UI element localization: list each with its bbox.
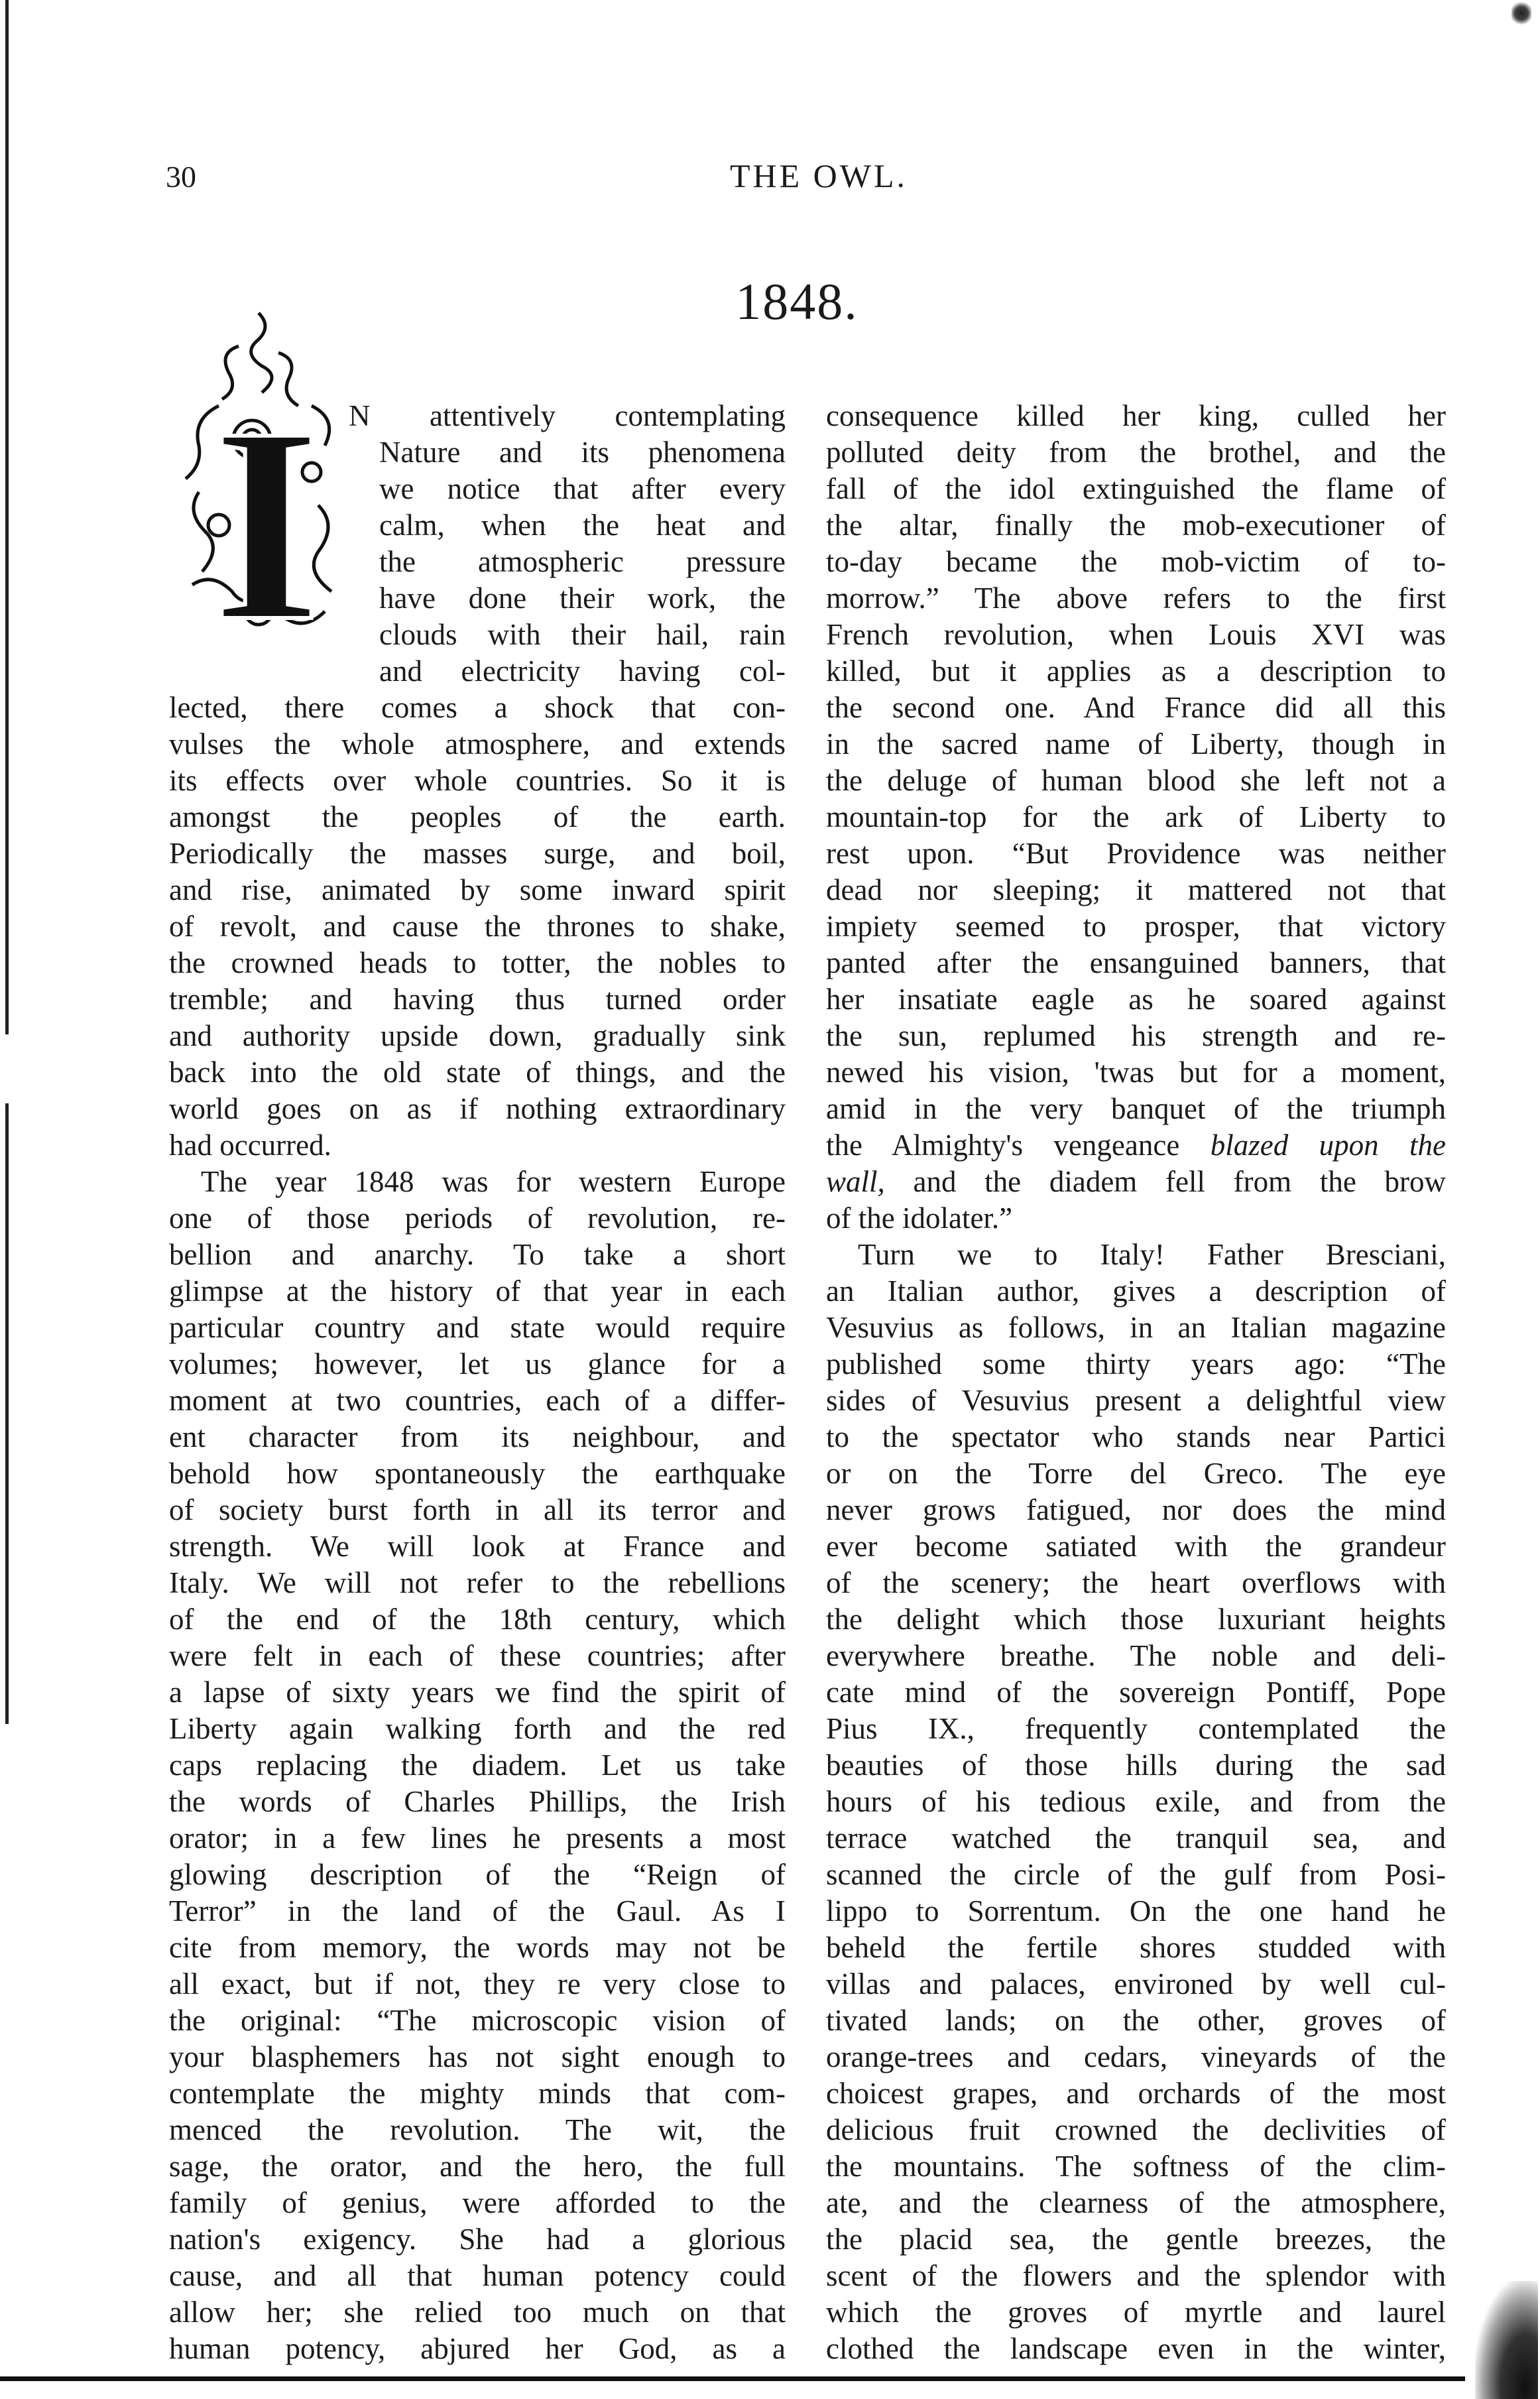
text-line: never grows fatigued, nor does the mind [826,1493,1446,1526]
text-line: delicious fruit crowned the declivities of [826,2113,1446,2146]
text-line: vulses the whole atmosphere, and extends [169,727,786,761]
text-line: cause, and all that human potency could [169,2259,786,2292]
text-line: of the scenery; the heart overflows with [826,1566,1446,1599]
text-line: Periodically the masses surge, and boil, [169,837,786,870]
text-segment: and the diadem fell from the brow [884,1165,1446,1198]
text-line: allow her; she relied too much on that [169,2296,786,2329]
text-line: the second one. And France did all this [826,691,1446,724]
italic-text: wall, [826,1165,885,1198]
text-line: a lapse of sixty years we find the spirit of [169,1676,786,1709]
text-line: sage, the orator, and the hero, the full [169,2150,786,2183]
text-line: have done their work, the [379,582,786,615]
text-line: caps replacing the diadem. Let us take [169,1749,786,1782]
text-line: the crowned heads to totter, the nobles to [169,946,786,979]
text-line: or on the Torre del Greco. The eye [826,1457,1446,1490]
text-line: Terror” in the land of the Gaul. As I [169,1894,786,1928]
text-line: of revolt, and cause the thrones to shake, [169,910,786,943]
running-head: THE OWL. [729,157,908,194]
text-line: orator; in a few lines he presents a most [169,1821,786,1855]
text-line: the atmospheric pressure [379,545,786,578]
text-line: clouds with their hail, rain [379,618,786,651]
text-line: particular country and state would require [169,1311,786,1344]
text-line: tivated lands; on the other, groves of [826,2004,1446,2037]
text-line: of the idolater.” [826,1201,1013,1235]
text-line: the words of Charles Phillips, the Irish [169,1785,786,1818]
text-line: of society burst forth in all its terror and [169,1493,786,1526]
text-line: beauties of those hills during the sad [826,1749,1446,1782]
text-line: your blasphemers has not sight enough to [169,2040,786,2073]
text-line: polluted deity from the brothel, and the [826,436,1446,469]
text-line: had occurred. [169,1129,331,1162]
text-line: lippo to Sorrentum. On the one hand he [826,1894,1446,1928]
text-line: calm, when the heat and [379,509,786,542]
text-line: amongst the peoples of the earth. [169,800,786,833]
text-line: glimpse at the history of that year in each [169,1274,786,1308]
text-line: scanned the circle of the gulf from Posi- [826,1858,1446,1891]
text-line: N attentively contemplating [349,399,786,432]
text-line: choicest grapes, and orchards of the most [826,2077,1446,2110]
text-line: all exact, but if not, they re very close to [169,1967,786,2000]
text-line: dead nor sleeping; it mattered not that [826,873,1446,906]
text-line: which the groves of myrtle and laurel [826,2296,1446,2329]
scan-edge-shadow [5,0,9,1724]
text-line: consequence killed her king, culled her [826,399,1446,432]
text-line: and electricity having col- [379,654,786,688]
text-line: ate, and the clearness of the atmosphere, [826,2186,1446,2219]
paragraph [169,1164,786,2367]
text-line: the deluge of human blood she left not a [826,764,1446,797]
text-line: fall of the idol extinguished the flame of [826,472,1446,505]
text-line: hours of his tedious exile, and from the [826,1785,1446,1818]
text-line: to the spectator who stands near Partici [826,1420,1446,1453]
text-line: nation's exigency. She had a glorious [169,2223,786,2256]
text-line: the original: “The microscopic vision of [169,2004,786,2037]
text-line: everywhere breathe. The noble and deli- [826,1639,1446,1672]
text-line: one of those periods of revolution, re- [169,1201,786,1235]
text-line: family of genius, were afforded to the [169,2186,786,2219]
text-line: Pius IX., frequently contemplated the [826,1712,1446,1745]
page-number: 30 [166,160,196,194]
text-line: villas and palaces, environed by well cul- [826,1967,1446,2000]
text-line: ever become satiated with the grandeur [826,1530,1446,1563]
text-line: Nature and its phenomena [379,436,786,469]
text-line: its effects over whole countries. So it is [169,764,786,797]
text-line: the placid sea, the gentle breezes, the [826,2223,1446,2256]
text-line: newed his vision, 'twas but for a moment, [826,1056,1446,1089]
text-line: scent of the flowers and the splendor with [826,2259,1446,2292]
scan-binding-shadow [1475,2281,1538,2399]
text-line: glowing description of the “Reign of [169,1858,786,1891]
text-line: Liberty again walking forth and the red [169,1712,786,1745]
text-line: orange-trees and cedars, vineyards of the [826,2040,1446,2073]
text-line: the altar, finally the mob-executioner of [826,509,1446,542]
text-line: were felt in each of these countries; after [169,1639,786,1672]
dropcap-letter: I [212,370,321,664]
article-title: 1848. [735,273,859,330]
text-line: clothed the landscape even in the winter, [826,2332,1446,2365]
left-column [169,398,786,2367]
text-line: the sun, replumed his strength and re- [826,1019,1446,1052]
text-line [826,1127,1446,1164]
paragraph [826,398,1446,1237]
text-line: Italy. We will not refer to the rebellions [169,1566,786,1599]
text-line: menced the revolution. The wit, the [169,2113,786,2146]
italic-text: blazed upon the [1210,1129,1446,1162]
text-line: morrow.” The above refers to the first [826,582,1446,615]
text-line [826,1164,1446,1200]
text-segment: the Almighty's vengeance [826,1129,1211,1162]
text-line: we notice that after every [379,472,786,505]
text-line: cite from memory, the words may not be [169,1931,786,1964]
text-line: human potency, abjured her God, as a [169,2332,786,2365]
text-line: behold how spontaneously the earthquake [169,1457,786,1490]
text-line: rest upon. “But Providence was neither [826,837,1446,870]
text-line: The year 1848 was for western Europe [201,1165,786,1198]
text-line: the mountains. The softness of the clim- [826,2150,1446,2183]
text-line: back into the old state of things, and the [169,1056,786,1089]
text-line: cate mind of the sovereign Pontiff, Pope [826,1676,1446,1709]
text-line: an Italian author, gives a description of [826,1274,1446,1308]
text-line: the delight which those luxuriant heights [826,1603,1446,1636]
text-line: French revolution, when Louis XVI was [826,618,1446,651]
text-line: sides of Vesuvius present a delightful view [826,1384,1446,1417]
paragraph [826,1237,1446,2367]
text-line: volumes; however, let us glance for a [169,1347,786,1381]
text-line: beheld the fertile shores studded with [826,1931,1446,1964]
bottom-rule [0,2376,1465,2381]
text-line: and authority upside down, gradually sink [169,1019,786,1052]
text-line: impiety seemed to prosper, that victory [826,910,1446,943]
text-line: lected, there comes a shock that con- [169,691,786,724]
text-line: amid in the very banquet of the triumph [826,1092,1446,1125]
text-line: world goes on as if nothing extraordinary [169,1092,786,1125]
text-line: ent character from its neighbour, and [169,1420,786,1453]
text-line: of the end of the 18th century, which [169,1603,786,1636]
text-line: moment at two countries, each of a differ- [169,1384,786,1417]
text-line: contemplate the mighty minds that com- [169,2077,786,2110]
text-line: Vesuvius as follows, in an Italian magazine [826,1311,1446,1344]
text-line: panted after the ensanguined banners, that [826,946,1446,979]
text-line: Turn we to Italy! Father Bresciani, [858,1238,1446,1271]
text-line: mountain-top for the ark of Liberty to [826,800,1446,833]
scan-corner-mark [1511,0,1531,27]
text-line: in the sacred name of Liberty, though in [826,727,1446,761]
text-line: bellion and anarchy. To take a short [169,1238,786,1271]
right-column [826,398,1446,2367]
text-line: to-day became the mob-victim of to- [826,545,1446,578]
text-line: her insatiate eagle as he soared against [826,983,1446,1016]
text-line: tremble; and having thus turned order [169,983,786,1016]
text-line: and rise, animated by some inward spirit [169,873,786,906]
text-line: strength. We will look at France and [169,1530,786,1563]
paragraph [169,398,786,1164]
text-line: terrace watched the tranquil sea, and [826,1821,1446,1855]
text-line: published some thirty years ago: “The [826,1347,1446,1381]
text-line: killed, but it applies as a description to [826,654,1446,688]
